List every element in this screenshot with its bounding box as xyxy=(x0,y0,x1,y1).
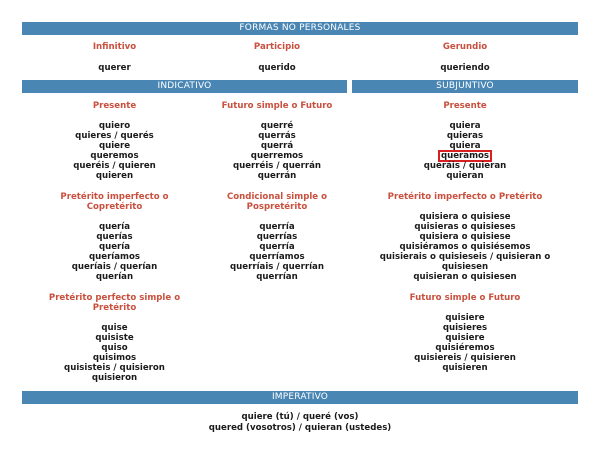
header-band xyxy=(22,22,578,35)
imperativo-line: quered (vosotros) / quieran (ustedes) xyxy=(208,422,392,433)
highlighted-form: queramos xyxy=(438,150,492,162)
conjugation-form: queremos xyxy=(90,151,139,161)
conjugation-form: quisieren xyxy=(442,363,488,373)
ind-condicional-block xyxy=(207,192,347,282)
ind-imperfecto-title-1: Pretérito imperfecto o xyxy=(60,192,169,202)
conjugation-form: queráis / quieran xyxy=(423,161,507,171)
gerundio-block xyxy=(352,42,578,73)
conjugation-form: quisieras o quisieses xyxy=(414,222,516,232)
infinitivo-value: querer xyxy=(98,63,131,73)
conjugation-form: querréis / querrán xyxy=(232,161,322,171)
conjugation-form: quisiera o quisiese xyxy=(419,212,511,222)
conjugation-form: querría xyxy=(259,242,295,252)
sub-futuro-block xyxy=(352,293,578,373)
conjugation-form: quisiereis / quisieren xyxy=(414,353,516,363)
conjugation-form: quiere xyxy=(98,141,131,151)
participio-block xyxy=(207,42,347,73)
infinitivo-label: Infinitivo xyxy=(92,42,137,52)
ind-futuro-block xyxy=(207,101,347,181)
conjugation-form: quieran xyxy=(446,171,484,181)
ind-presente-block xyxy=(22,101,207,181)
sub-presente-title: Presente xyxy=(443,101,487,111)
participio-label: Participio xyxy=(253,42,301,52)
ind-perfecto-title-2: Pretérito xyxy=(92,303,137,313)
ind-perfecto-block xyxy=(22,293,207,383)
sub-imperfecto-block xyxy=(352,192,578,282)
participio-value: querido xyxy=(258,63,296,73)
conjugation-form: querías xyxy=(96,232,133,242)
conjugation-form: quisieran o quisiesen xyxy=(413,272,517,282)
conjugation-form: quisieron xyxy=(91,373,138,383)
gerundio-label: Gerundio xyxy=(442,42,488,52)
conjugation-form: quería xyxy=(98,242,131,252)
conjugation-form: quisierais o quisieseis / quisieran o xyxy=(379,252,551,262)
indicativo-title: INDICATIVO xyxy=(157,81,212,91)
sub-futuro-title: Futuro simple o Futuro xyxy=(409,293,521,303)
conjugation-form: querrás xyxy=(258,131,296,141)
conjugation-form: querrá xyxy=(260,141,294,151)
conjugation-form: quisieres xyxy=(442,323,488,333)
ind-presente-title: Presente xyxy=(92,101,137,111)
conjugation-form: quisiera o quisiese xyxy=(419,232,511,242)
ind-imperfecto-title-2: Copretérito xyxy=(86,202,143,212)
conjugation-form: quiera xyxy=(449,121,481,131)
conjugation-form: quisiere xyxy=(445,313,485,323)
conjugation-form: quisiste xyxy=(95,333,134,343)
conjugation-form: quisimos xyxy=(92,353,137,363)
ind-condicional-title-1: Condicional simple o xyxy=(226,192,328,202)
conjugation-form: quieres / querés xyxy=(75,131,154,141)
conjugation-form: querríais / querrían xyxy=(230,262,324,272)
conjugation-form: quería xyxy=(98,222,131,232)
conjugation-form: quisisteis / quisieron xyxy=(64,363,165,373)
conjugation-form: querríamos xyxy=(249,252,305,262)
conjugation-form: querían xyxy=(95,272,134,282)
conjugation-form: quiero xyxy=(98,121,131,131)
conjugation-form: querré xyxy=(260,121,294,131)
sub-presente-block xyxy=(352,101,578,181)
conjugation-form: quieras xyxy=(446,131,484,141)
conjugation-form: querrán xyxy=(257,171,297,181)
imperativo-title: IMPERATIVO xyxy=(271,392,329,402)
imperativo-forms xyxy=(22,412,578,433)
ind-imperfecto-block xyxy=(22,192,207,282)
conjugation-form: querría xyxy=(259,222,295,232)
imperativo-band xyxy=(22,391,578,404)
header-title: FORMAS NO PERSONALES xyxy=(239,23,361,33)
conjugation-form: queríais / querían xyxy=(71,262,158,272)
conjugation-form: quiso xyxy=(101,343,128,353)
conjugation-form: quisiesen xyxy=(441,262,489,272)
conjugation-form: quisiéramos o quisiésemos xyxy=(399,242,531,252)
conjugation-form: querrías xyxy=(256,232,298,242)
subjuntivo-band xyxy=(352,80,578,93)
conjugation-form: queríamos xyxy=(88,252,141,262)
conjugation-form: querrían xyxy=(256,272,298,282)
subjuntivo-title: SUBJUNTIVO xyxy=(436,81,494,91)
ind-futuro-title: Futuro simple o Futuro xyxy=(221,101,333,111)
ind-perfecto-title-1: Pretérito perfecto simple o xyxy=(48,293,181,303)
indicativo-band xyxy=(22,80,347,93)
conjugation-form: queréis / quieren xyxy=(73,161,156,171)
ind-condicional-title-2: Pospretérito xyxy=(246,202,308,212)
conjugation-form: quise xyxy=(101,323,128,333)
conjugation-form: querremos xyxy=(250,151,304,161)
infinitivo-block xyxy=(22,42,207,73)
conjugation-form: quisiere xyxy=(445,333,485,343)
sub-imperfecto-title: Pretérito imperfecto o Pretérito xyxy=(387,192,543,202)
gerundio-value: queriendo xyxy=(440,63,490,73)
conjugation-form: quisiéremos xyxy=(435,343,495,353)
imperativo-line: quiere (tú) / queré (vos) xyxy=(241,412,359,422)
conjugation-form: quieren xyxy=(95,171,134,181)
conjugation-form: quiera xyxy=(449,141,481,151)
